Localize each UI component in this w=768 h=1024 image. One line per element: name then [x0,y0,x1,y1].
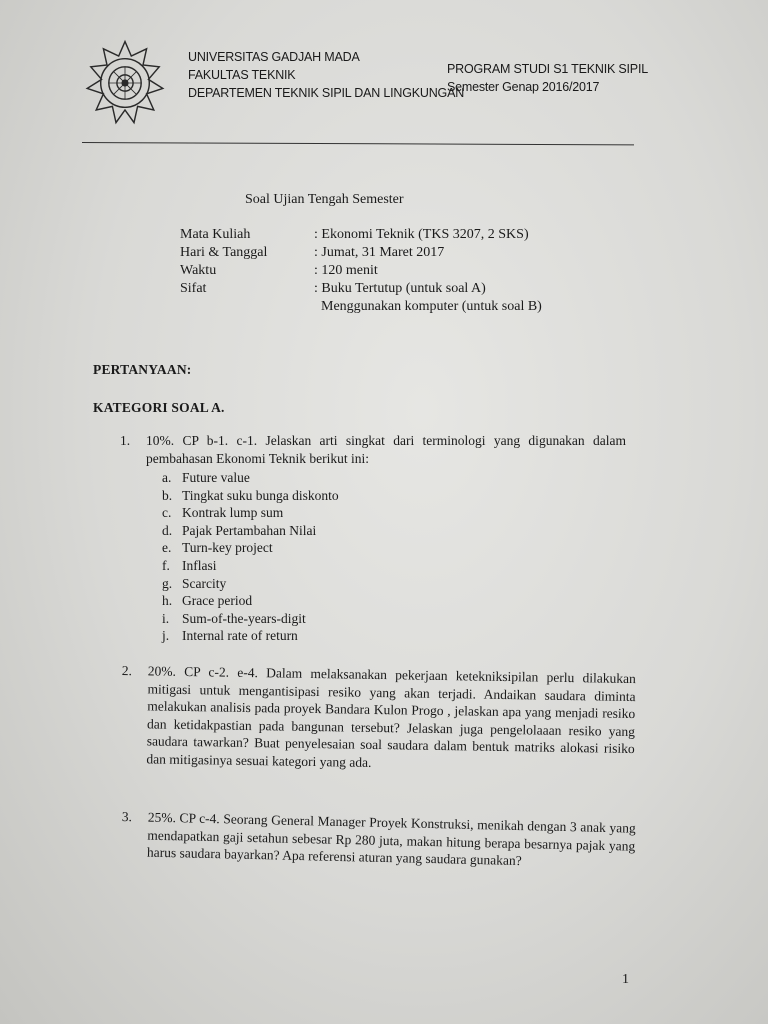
info-label: Hari & Tanggal [180,245,268,260]
university-name: UNIVERSITAS GADJAH MADA [188,50,360,64]
list-item [162,487,339,505]
info-value: : Buku Tertutup (untuk soal A) [314,281,486,296]
department-name: DEPARTEMEN TEKNIK SIPIL DAN LINGKUNGAN [188,86,465,100]
item-letter: c. [162,505,172,521]
item-letter: f. [162,557,170,573]
item-text: Inflasi [182,557,217,573]
list-item [162,575,339,593]
item-text: Tingkat suku bunga diskonto [182,487,339,503]
question-text: 10%. CP b-1. c-1. Jelaskan arti singkat dari terminologi yang digunakan dalam pembahasan Ekonomi Teknik berikut ini: [146,433,626,466]
list-item [162,504,339,522]
institution-block [188,48,464,102]
info-label: Sifat [180,281,207,296]
item-text: Pajak Pertambahan Nilai [182,522,317,538]
info-row [180,298,542,316]
item-letter: h. [162,593,173,609]
item-letter: g. [162,575,173,591]
list-item [162,627,339,645]
item-text: Turn-key project [182,540,273,556]
question-text: 25%. CP c-4. Seorang General Manager Proyek Konstruksi, menikah dengan 3 anak yang mendapatkan gaji setahun sebesar Rp 280 juta, makan hitung berapa besarnya pajak yang harus saudara bayarkan? Apa referensi aturan yang saudara gunakan? [146,809,636,869]
info-label: Mata Kuliah [180,227,251,242]
question-number: 3. [121,808,133,825]
item-text: Internal rate of return [182,628,298,644]
question-number: 2. [121,662,133,679]
question-text: 20%. CP c-2. e-4. Dalam melaksanakan pekerjaan ketekniksipilan perlu dilakukan mitigasi untuk mengantisipasi resiko yang akan terjadi. Andaikan saudara diminta melakukan analisis pada proyek Bandara Kulon Progo , jelaskan apa yang menjadi resiko dan ketidakpastian pada bangunan tersebut? Jelaskan juga pengelolaaan resiko yang saudara tawarkan? Buat penyelesaian soal saudara dalam bentuk matriks alokasi risiko dan mitigasinya sesuai kategori yang ada. [146,663,636,770]
exam-title: Soal Ujian Tengah Semester [245,192,404,207]
item-text: Grace period [182,593,253,609]
program-block [447,60,648,96]
info-value: Menggunakan komputer (untuk soal B) [314,299,542,314]
item-letter: a. [162,470,172,485]
list-item [162,539,339,557]
info-row [180,226,542,244]
item-text: Kontrak lump sum [182,505,284,521]
exam-info-table [180,226,542,316]
question-2 [121,662,642,770]
semester-label: Semester Genap 2016/2017 [447,80,600,94]
info-value: : Ekonomi Teknik (TKS 3207, 2 SKS) [314,227,529,242]
info-label: Waktu [180,263,217,278]
university-emblem-icon [80,38,170,128]
item-letter: d. [162,522,173,538]
question-number: 1. [120,433,131,448]
info-value: : Jumat, 31 Maret 2017 [314,245,445,260]
list-item [162,522,339,540]
program-name: PROGRAM STUDI S1 TEKNIK SIPIL [447,62,648,76]
faculty-name: FAKULTAS TEKNIK [188,68,296,82]
list-item [162,610,339,628]
info-row [180,262,542,280]
info-value: : 120 menit [314,263,378,278]
item-letter: b. [162,487,173,503]
info-row [180,244,542,262]
header-divider [82,142,634,145]
list-item [162,592,339,610]
item-letter: i. [162,610,170,626]
item-letter: j. [162,628,170,644]
list-item [162,557,339,575]
item-text: Sum-of-the-years-digit [182,610,306,626]
list-item [162,469,339,487]
term-list [162,469,339,645]
item-letter: e. [162,540,172,556]
info-label [180,298,314,316]
item-text: Future value [182,470,250,485]
page-number: 1 [622,972,629,987]
info-row [180,280,542,298]
question-3 [121,808,642,869]
item-text: Scarcity [182,575,227,591]
category-heading: KATEGORI SOAL A. [93,400,225,415]
questions-heading: PERTANYAAN: [93,362,192,377]
